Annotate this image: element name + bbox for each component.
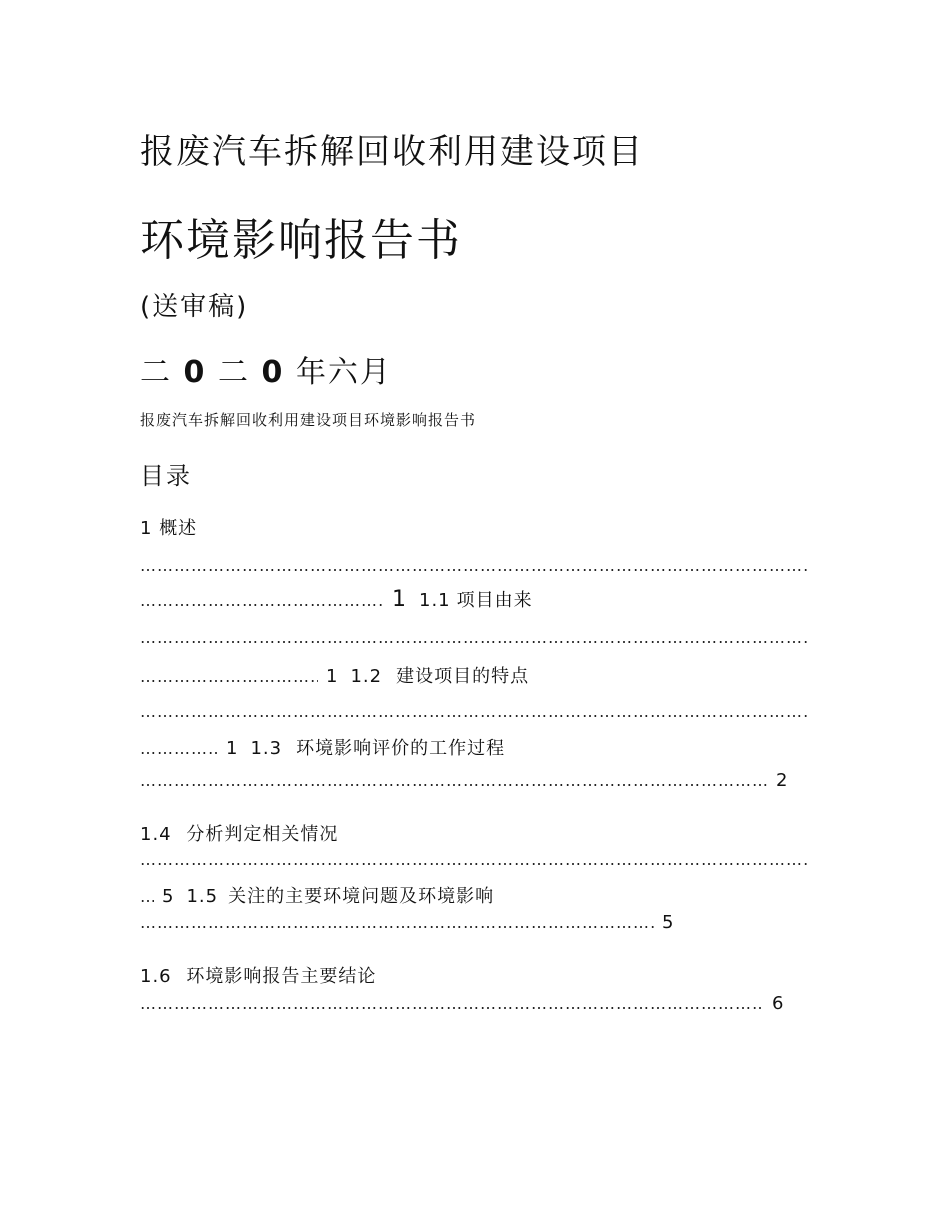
toc-entry-1-4-page: 5 (162, 886, 175, 907)
toc-entry-1-1-number: 1.1 (419, 590, 451, 611)
toc-entry-1-3-page: 2 (776, 770, 789, 791)
date-part-5: 年六月 (295, 355, 392, 390)
toc-entry-1-2-label: 建设项目的特点 (396, 666, 530, 687)
toc-line-4 (140, 734, 505, 760)
document-date (140, 347, 392, 391)
toc-entry-1-2-page: 1 (226, 738, 239, 759)
toc-entry-1-6-title (140, 962, 376, 988)
toc-entry-1-number: 1 (140, 518, 153, 539)
toc-entry-1-page: 1 (392, 587, 407, 612)
toc-leader-dots (140, 913, 654, 932)
toc-entry-1-4-title (140, 820, 338, 846)
toc-line-5 (140, 770, 800, 791)
title-line-1: 报废汽车拆解回收利用建设项目 (140, 132, 644, 172)
toc-entry-1-title (140, 514, 197, 540)
toc-entry-1-4-label: 分析判定相关情况 (186, 824, 339, 845)
date-part-4: 0 (261, 355, 285, 390)
toc-entry-1-1-label: 项目由来 (456, 590, 533, 611)
date-part-2: 0 (183, 355, 207, 390)
toc-leader-dots (140, 739, 218, 758)
date-part-1: 二 (140, 355, 172, 390)
toc-line-8 (140, 912, 686, 933)
running-title: 报废汽车拆解回收利用建设项目环境影响报告书 (140, 411, 477, 429)
title-line-2: 环境影响报告书 (140, 215, 462, 266)
toc-entry-1-6-label: 环境影响报告主要结论 (186, 966, 377, 987)
toc-entry-1-5-page: 5 (662, 912, 675, 933)
toc-leader-dots (140, 591, 384, 610)
toc-entry-1-4-number: 1.4 (140, 824, 172, 845)
toc-leader-dots (140, 887, 154, 906)
toc-entry-1-3-label: 环境影响评价的工作过程 (296, 738, 506, 759)
toc-leader-dots (140, 994, 764, 1013)
toc-entry-1-5-label: 关注的主要环境问题及环境影响 (228, 886, 495, 907)
toc-line-10 (140, 993, 796, 1014)
toc-line-3 (140, 662, 529, 688)
toc-entry-1-label: 概述 (159, 518, 198, 539)
toc-leader-dots (140, 628, 808, 647)
toc-leader-dots (140, 556, 808, 575)
toc-leader-dots (140, 850, 808, 869)
toc-leader-dots (140, 667, 318, 686)
toc-leader-dots (140, 771, 768, 790)
toc-entry-1-3-number: 1.3 (250, 738, 283, 759)
toc-entry-1-6-number: 1.6 (140, 966, 172, 987)
toc-heading: 目录 (140, 462, 192, 490)
toc-leader-dots (140, 702, 808, 721)
toc-line-2 (140, 586, 533, 612)
date-part-3: 二 (217, 355, 250, 390)
toc-line-7 (140, 882, 494, 908)
toc-entry-1-5-number: 1.5 (186, 886, 219, 907)
toc-entry-1-1-page: 1 (326, 666, 339, 687)
toc-entry-1-6-page: 6 (772, 993, 785, 1014)
toc-entry-1-2-number: 1.2 (350, 666, 383, 687)
subtitle: (送审稿) (140, 292, 249, 322)
